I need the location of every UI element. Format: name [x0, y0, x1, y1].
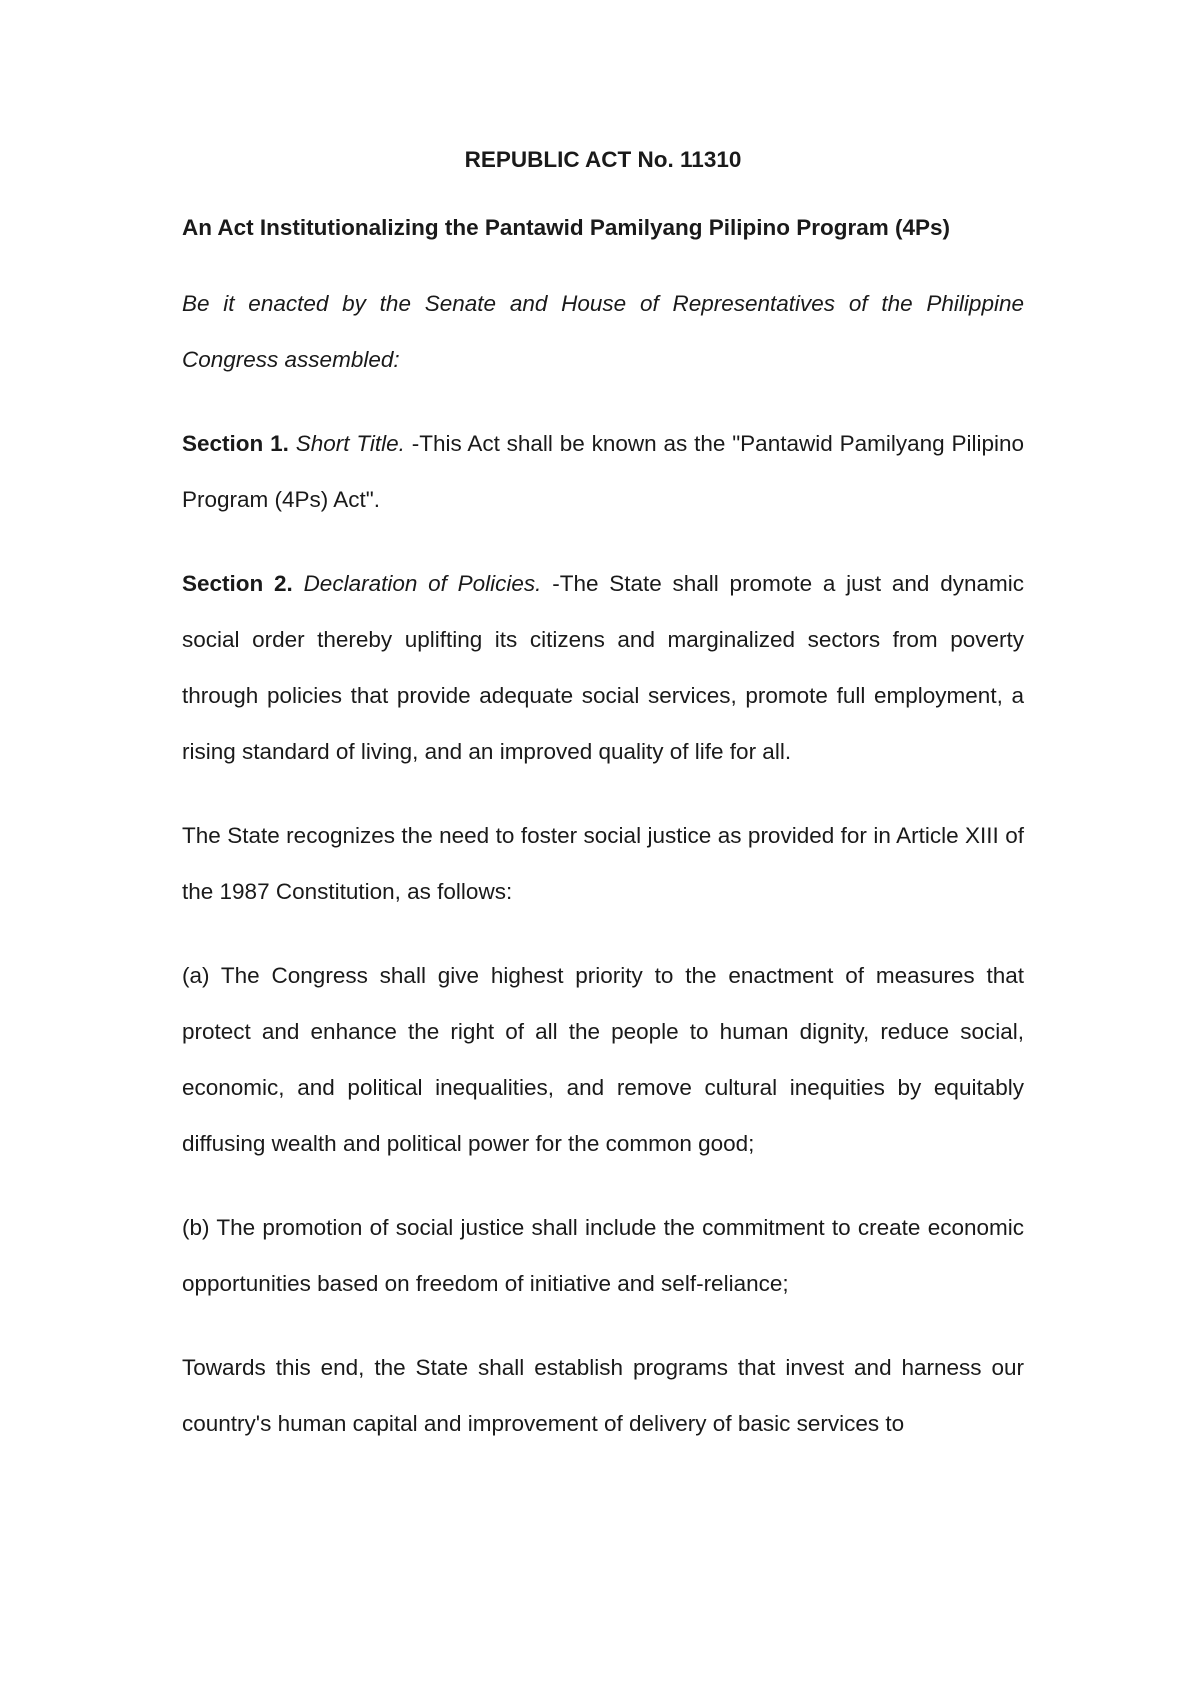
section-1-label: Section 1.: [182, 431, 289, 456]
paragraph-towards-end: Towards this end, the State shall establish programs that invest and harness our country's human capital and improvement of delivery of basic services to: [182, 1355, 1024, 1436]
section-2-label: Section 2.: [182, 571, 293, 596]
section-1-heading: Short Title.: [295, 431, 405, 456]
section-2-heading: Declaration of Policies.: [303, 571, 542, 596]
paragraph-article-xiii: The State recognizes the need to foster social justice as provided for in Article XIII of the 1987 Constitution, as follows:: [182, 823, 1024, 904]
enacting-clause: Be it enacted by the Senate and House of Representatives of the Philippine Congress assembled:: [182, 291, 1024, 372]
document-body: [182, 140, 1024, 1480]
document-subtitle: An Act Institutionalizing the Pantawid Pamilyang Pilipino Program (4Ps): [182, 215, 950, 240]
section-2-text: -The State shall promote a just and dynamic social order thereby uplifting its citizens and marginalized sectors from poverty through policies that provide adequate social services, promote full employment, a rising standard of living, and an improved quality of life for all.: [182, 571, 1024, 764]
paragraph-item-b: (b) The promotion of social justice shall include the commitment to create economic opportunities based on freedom of initiative and self-reliance;: [182, 1215, 1024, 1296]
section-1: [182, 416, 1024, 528]
section-2: [182, 556, 1024, 780]
paragraph-item-a: (a) The Congress shall give highest priority to the enactment of measures that protect and enhance the right of all the people to human dignity, reduce social, economic, and political inequalities, and remove cultural inequities by equitably diffusing wealth and political power for the common good;: [182, 963, 1024, 1156]
section-1-text: -This Act shall be known as the "Pantawid Pamilyang Pilipino Program (4Ps) Act".: [182, 431, 1024, 512]
document-title: REPUBLIC ACT No. 11310: [464, 147, 742, 172]
